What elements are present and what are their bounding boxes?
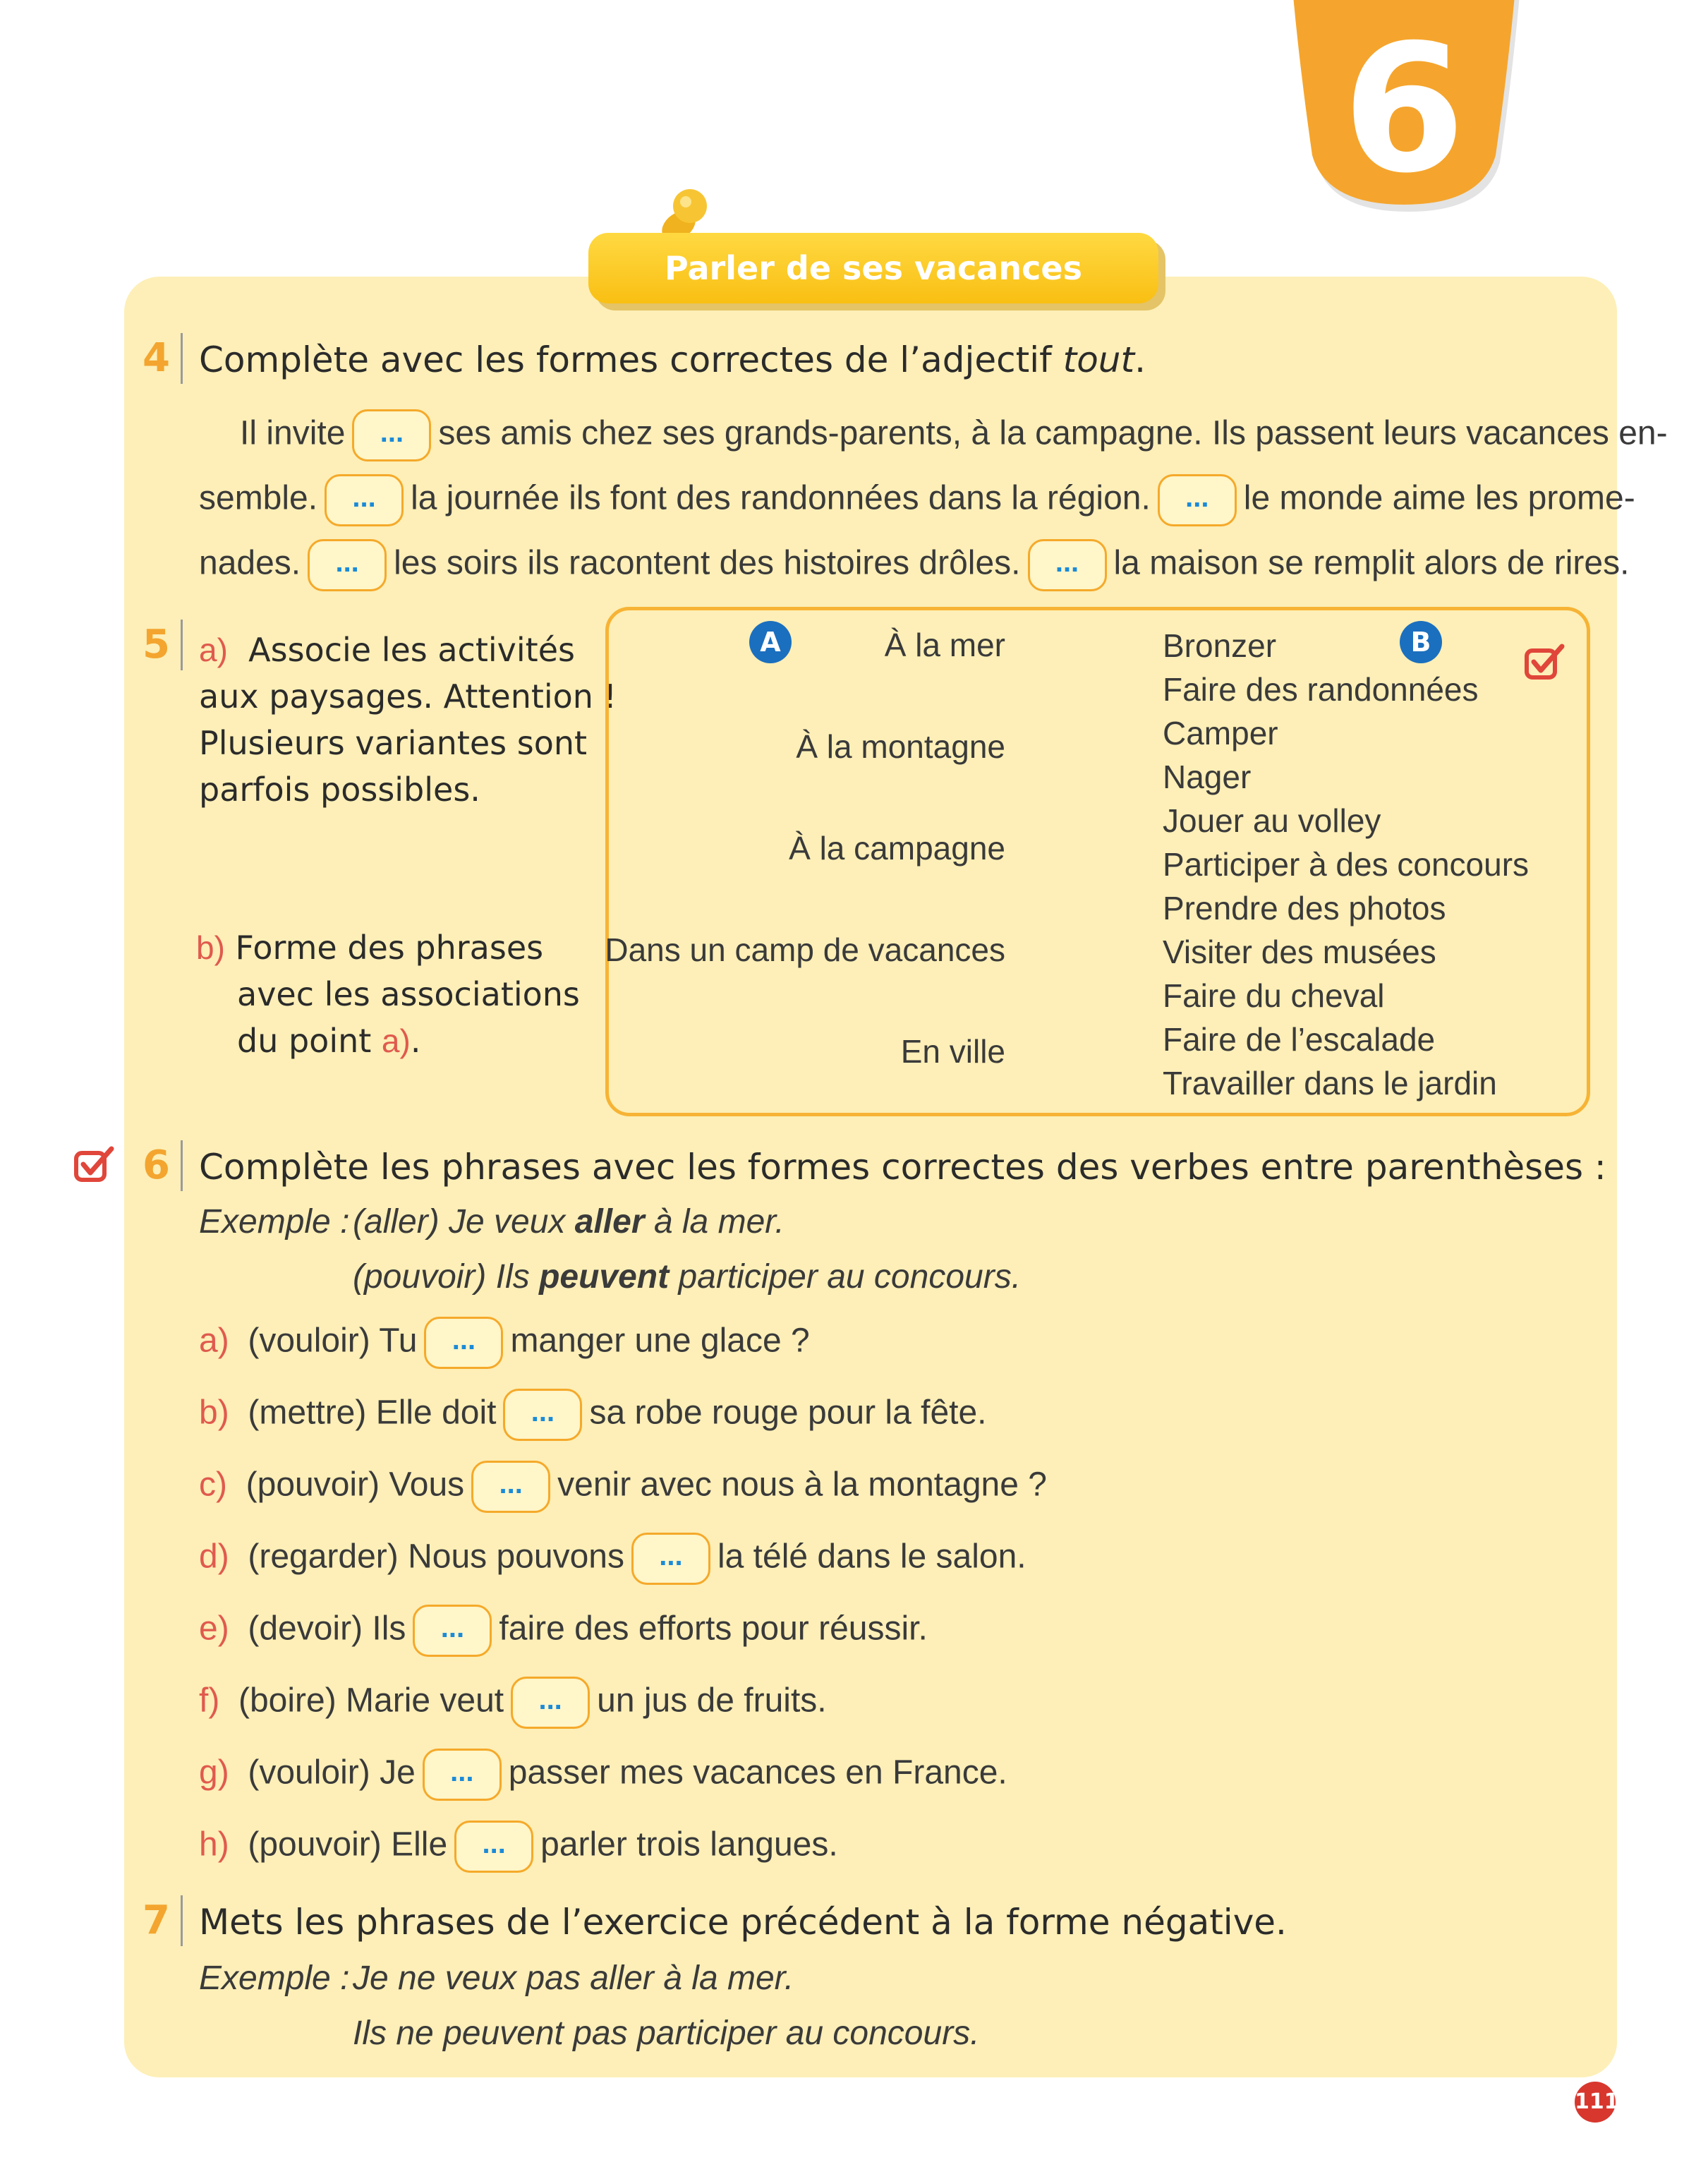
place-item: À la mer xyxy=(884,627,1005,663)
text-line: semble. ... la journée ils font des randonnées dans la région. ... le monde aime les prome- xyxy=(199,474,1635,526)
page-number: 111 xyxy=(1575,2082,1616,2123)
answer-blank[interactable]: ... xyxy=(325,474,404,526)
example-line: Exemple : xyxy=(199,1960,350,1997)
answer-blank[interactable]: ... xyxy=(471,1461,550,1513)
example-line: Exemple : xyxy=(199,1203,350,1241)
activity-item: Camper xyxy=(1163,715,1278,751)
exercise-number: 7 xyxy=(143,1897,170,1943)
place-item: À la campagne xyxy=(789,830,1005,867)
example-line: Ils ne peuvent pas participer au concours. xyxy=(353,2015,980,2052)
exercise-title: Complète les phrases avec les formes correctes des verbes entre parenthèses : xyxy=(199,1147,1606,1188)
exercise5-part-a: a) Associe les activités aux paysages. Attention ! Plusieurs variantes sont parfois possibles. xyxy=(199,631,617,809)
answer-blank[interactable]: ... xyxy=(511,1677,590,1729)
column-b-badge: B xyxy=(1400,621,1442,663)
answer-blank[interactable]: ... xyxy=(308,539,387,591)
place-item: À la montagne xyxy=(796,728,1005,765)
answer-blank[interactable]: ... xyxy=(503,1389,582,1441)
checkbox-icon xyxy=(1524,642,1566,682)
list-item: d) (regarder) Nous pouvons ... la télé dans le salon. xyxy=(199,1533,1026,1585)
answer-blank[interactable]: ... xyxy=(1028,539,1107,591)
list-item: h) (pouvoir) Elle ... parler trois langues. xyxy=(199,1821,838,1873)
activity-item: Participer à des concours xyxy=(1163,846,1530,883)
activity-item: Faire de l’escalade xyxy=(1163,1021,1436,1058)
list-item: e) (devoir) Ils ... faire des efforts pour réussir. xyxy=(199,1605,928,1657)
example-line: (aller) Je veux aller à la mer. xyxy=(353,1203,785,1241)
section-title: Parler de ses vacances xyxy=(665,249,1082,287)
place-item: Dans un camp de vacances xyxy=(605,931,1005,968)
answer-blank[interactable]: ... xyxy=(454,1821,533,1873)
list-item: c) (pouvoir) Vous ... venir avec nous à la montagne ? xyxy=(199,1461,1047,1513)
list-item: f) (boire) Marie veut ... un jus de fruits. xyxy=(199,1677,827,1729)
activity-list xyxy=(1163,624,1529,1105)
list-item: b) (mettre) Elle doit ... sa robe rouge pour la fête. xyxy=(199,1389,987,1441)
example-line: (pouvoir) Ils peuvent participer au concours. xyxy=(353,1258,1022,1296)
activity-item: Faire du cheval xyxy=(1163,977,1385,1014)
activity-item: Prendre des photos xyxy=(1163,890,1446,926)
checkbox-icon xyxy=(73,1145,116,1184)
answer-blank[interactable]: ... xyxy=(424,1317,503,1369)
activity-item: Bronzer xyxy=(1163,627,1277,664)
text-line: Il invite ... ses amis chez ses grands-parents, à la campagne. Ils passent leurs vacances en- xyxy=(240,409,1668,461)
section-banner xyxy=(588,233,1167,309)
activity-item: Visiter des musées xyxy=(1163,934,1436,970)
chapter-number: 6 xyxy=(1343,6,1465,212)
answer-blank[interactable]: ... xyxy=(352,409,431,461)
list-item: g) (vouloir) Je ... passer mes vacances en France. xyxy=(199,1749,1007,1801)
activity-item: Faire des randonnées xyxy=(1163,671,1479,708)
exercise-number: 6 xyxy=(143,1142,170,1188)
activity-item: Travailler dans le jardin xyxy=(1163,1065,1497,1101)
activity-item: Nager xyxy=(1163,759,1252,795)
exercise-title: Mets les phrases de l’exercice précédent à la forme négative. xyxy=(199,1902,1287,1943)
example-line: Je ne veux pas aller à la mer. xyxy=(353,1960,794,1997)
answer-blank[interactable]: ... xyxy=(631,1533,710,1585)
exercise-number: 4 xyxy=(143,335,170,381)
answer-blank[interactable]: ... xyxy=(423,1749,502,1801)
place-item: En ville xyxy=(900,1033,1005,1070)
answer-blank[interactable]: ... xyxy=(413,1605,492,1657)
list-item: a) (vouloir) Tu ... manger une glace ? xyxy=(199,1317,810,1369)
answer-blank[interactable]: ... xyxy=(1158,474,1237,526)
exercise-number: 5 xyxy=(143,622,170,668)
exercise-title: Complète avec les formes correctes de l’adjectif tout. xyxy=(199,339,1146,380)
activity-item: Jouer au volley xyxy=(1163,802,1381,839)
text-line: nades. ... les soirs ils racontent des histoires drôles. ... la maison se remplit alors de rires. xyxy=(199,539,1629,591)
column-a-badge: A xyxy=(749,621,792,663)
exercise5-part-b: b) Forme des phrases avec les associations du point a). xyxy=(196,929,580,1060)
